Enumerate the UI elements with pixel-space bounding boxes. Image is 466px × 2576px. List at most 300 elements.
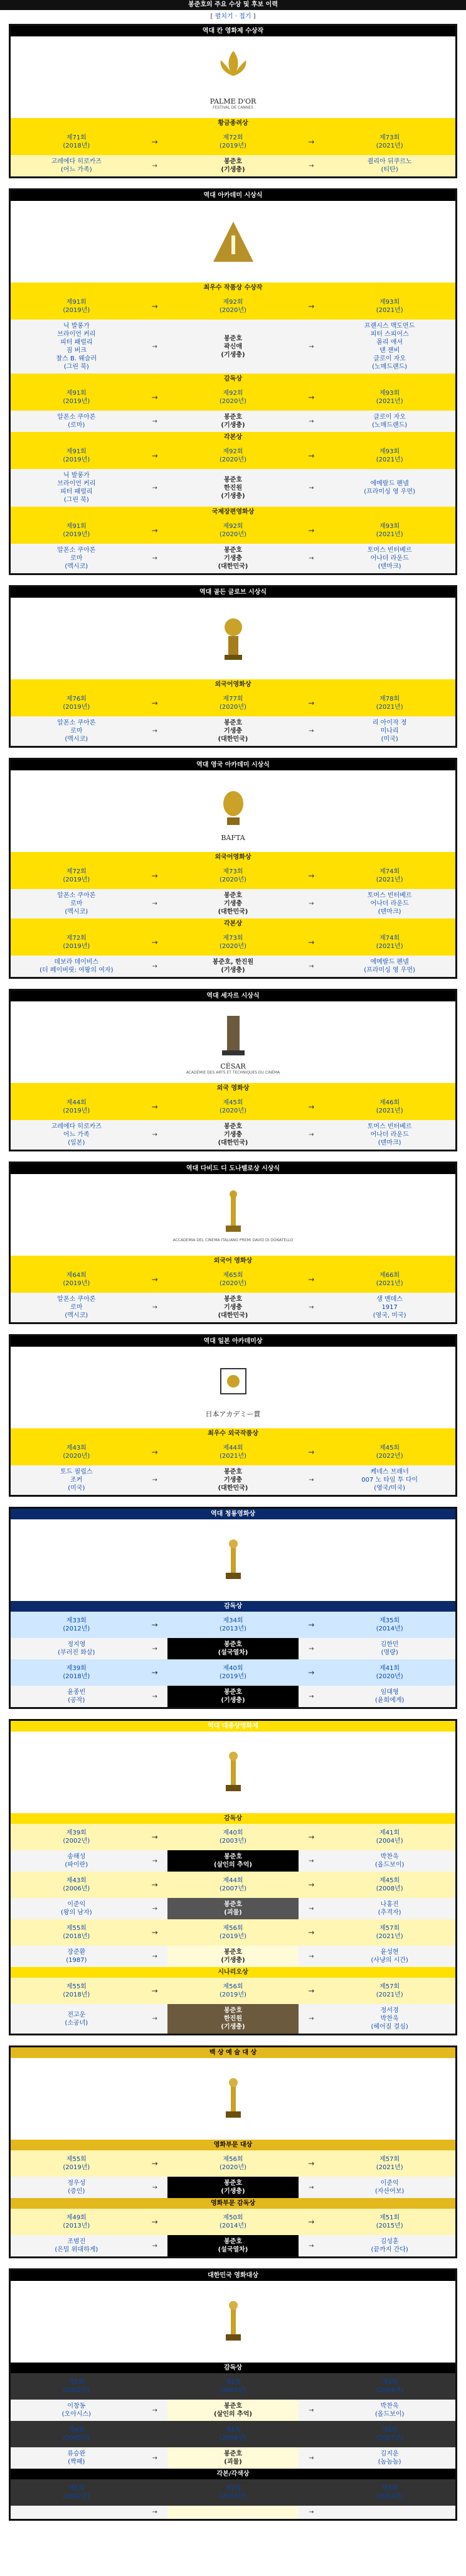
winner-line[interactable]: 닉 발롱가 bbox=[63, 472, 90, 479]
edition-cell[interactable] bbox=[167, 1439, 299, 1465]
edition-number[interactable]: 제44회 bbox=[223, 1445, 243, 1452]
winner-line[interactable]: 알폰소 쿠아론 bbox=[57, 719, 96, 726]
edition-cell[interactable] bbox=[167, 517, 299, 544]
edition-number[interactable]: 제74회 bbox=[379, 935, 400, 942]
arrow-icon: → bbox=[151, 1102, 158, 1111]
edition-cell[interactable] bbox=[167, 1266, 299, 1293]
edition-number[interactable]: 제41회 bbox=[379, 1830, 400, 1836]
edition-cell[interactable] bbox=[167, 1659, 299, 1686]
edition-year: (2008년) bbox=[376, 1885, 403, 1892]
winner-line[interactable]: 조커 bbox=[70, 1477, 83, 1484]
edition-cell[interactable] bbox=[11, 129, 142, 155]
edition-cell[interactable] bbox=[324, 1439, 455, 1465]
winner-line[interactable]: 브라이언 커리 bbox=[57, 480, 96, 487]
winner-cell-bong bbox=[167, 956, 299, 977]
winner-line[interactable]: (어느 가족) bbox=[61, 166, 92, 173]
winner-line[interactable]: 몰리 애셔 bbox=[376, 339, 403, 346]
edition-cell[interactable] bbox=[11, 2479, 142, 2506]
edition-cell[interactable] bbox=[324, 2150, 455, 2177]
edition-cell[interactable] bbox=[324, 1659, 455, 1686]
edition-year: (2012년) bbox=[63, 1625, 90, 1632]
winner-line[interactable]: (추격자) bbox=[378, 1909, 401, 1916]
edition-cell[interactable] bbox=[11, 1824, 142, 1850]
winner-line[interactable]: (멕시코) bbox=[65, 563, 88, 570]
edition-number[interactable]: 제93회 bbox=[379, 299, 400, 306]
winner-row bbox=[11, 1898, 455, 1919]
edition-number[interactable]: 제65회 bbox=[223, 1272, 243, 1279]
winner-line[interactable]: (1987) bbox=[66, 1957, 87, 1964]
edition-number[interactable]: 제76회 bbox=[66, 696, 87, 703]
winner-line[interactable]: 조범진 bbox=[67, 2238, 86, 2245]
winner-line[interactable]: 미나리 bbox=[380, 728, 399, 735]
winner-line[interactable]: (오아시스) bbox=[61, 2411, 92, 2418]
edition-cell[interactable] bbox=[11, 1978, 142, 2004]
edition-number[interactable]: 제46회 bbox=[379, 1099, 400, 1106]
winner-line[interactable]: (그린 북) bbox=[63, 364, 89, 370]
edition-cell[interactable] bbox=[324, 1919, 455, 1946]
edition-cell[interactable] bbox=[11, 863, 142, 889]
winner-line[interactable]: 알폰소 쿠아론 bbox=[57, 1296, 96, 1303]
edition-number[interactable]: 제91회 bbox=[66, 390, 87, 397]
winner-line[interactable]: 피터 패럴리 bbox=[60, 339, 93, 346]
winner-line: (기생충) bbox=[221, 1957, 245, 1964]
edition-cell[interactable] bbox=[11, 2373, 142, 2400]
arrow-icon: → bbox=[308, 698, 315, 708]
edition-cell[interactable] bbox=[167, 129, 299, 155]
winner-line[interactable]: 짐 버크 bbox=[66, 347, 87, 354]
edition-year: (2021년) bbox=[376, 1933, 403, 1940]
edition-number[interactable]: 제93회 bbox=[379, 390, 400, 397]
arrow-icon: → bbox=[151, 392, 158, 402]
edition-number[interactable]: 제72회 bbox=[66, 868, 87, 875]
winner-line[interactable]: 로마 bbox=[70, 555, 83, 562]
winner-line[interactable]: 어느 가족 bbox=[63, 1131, 90, 1138]
winner-line[interactable]: 에메랄드 펜넬 bbox=[370, 959, 409, 966]
arrow-icon: → bbox=[151, 2217, 158, 2226]
edition-number[interactable]: 제35회 bbox=[379, 1617, 400, 1624]
award-baeksang bbox=[9, 2045, 457, 2258]
arrow-icon: → bbox=[151, 1447, 158, 1457]
arrow-icon: → bbox=[309, 962, 314, 970]
edition-row bbox=[11, 1439, 455, 1465]
edition-cell[interactable] bbox=[324, 2421, 455, 2447]
winner-line[interactable]: (올드보이) bbox=[374, 1862, 405, 1868]
winner-line[interactable]: (멕시코) bbox=[65, 908, 88, 915]
edition-number[interactable]: 제4회 bbox=[68, 2427, 85, 2433]
arrow-icon: → bbox=[152, 962, 157, 970]
winner-line[interactable]: (왕의 남자) bbox=[61, 1909, 92, 1916]
edition-number[interactable]: 제34회 bbox=[223, 1617, 243, 1624]
winner-line[interactable]: 나홍진 bbox=[380, 1901, 399, 1908]
edition-number[interactable]: 제57회 bbox=[379, 1925, 400, 1932]
winner-line[interactable]: 1917 bbox=[381, 1304, 398, 1311]
edition-number[interactable]: 제5회 bbox=[225, 2427, 241, 2433]
winner-line[interactable]: 윤종빈 bbox=[67, 1689, 86, 1696]
edition-number[interactable]: 제45회 bbox=[379, 1877, 400, 1884]
edition-number[interactable]: 제72회 bbox=[223, 134, 243, 141]
edition-number[interactable]: 제45회 bbox=[379, 1445, 400, 1452]
edition-number[interactable]: 제91회 bbox=[66, 448, 87, 455]
edition-number[interactable]: 제78회 bbox=[379, 696, 400, 703]
edition-number[interactable]: 제57회 bbox=[379, 2156, 400, 2163]
edition-cell[interactable] bbox=[11, 1266, 142, 1293]
winner-line[interactable]: 찰스 B. 웨슬러 bbox=[56, 355, 97, 362]
winner-line[interactable]: (끝까지 간다) bbox=[371, 2246, 408, 2253]
winner-line: 봉준호 bbox=[224, 1949, 242, 1956]
winner-line[interactable]: (덴마크) bbox=[378, 908, 401, 915]
edition-cell[interactable] bbox=[167, 1612, 299, 1638]
winner-line[interactable]: (사냥의 시간) bbox=[371, 1957, 408, 1964]
edition-cell[interactable] bbox=[167, 2209, 299, 2235]
edition-number[interactable]: 제44회 bbox=[223, 1877, 243, 1884]
edition-number[interactable]: 제6회 bbox=[381, 2427, 398, 2433]
winner-line[interactable]: (소공녀) bbox=[65, 2019, 88, 2027]
edition-cell[interactable] bbox=[324, 1094, 455, 1120]
winner-line[interactable]: 프랜시스 맥도먼드 bbox=[364, 323, 415, 330]
edition-year: (2020년) bbox=[220, 1107, 246, 1114]
winner-line[interactable]: 쥘리아 뒤쿠르노 bbox=[367, 158, 412, 165]
winner-line[interactable]: 이준익 bbox=[67, 1901, 86, 1908]
winner-cell-bong bbox=[167, 889, 299, 919]
winner-cell bbox=[324, 2400, 455, 2421]
winner-line[interactable]: 어나더 라운드 bbox=[370, 555, 409, 562]
edition-number[interactable]: 제3회 bbox=[381, 2379, 398, 2386]
winner-line[interactable]: 닉 발롱가 bbox=[63, 323, 90, 330]
edition-cell[interactable] bbox=[11, 2209, 142, 2235]
winner-cell bbox=[11, 889, 142, 919]
toggle-link[interactable]: 펼치기 · 접기 bbox=[214, 13, 252, 20]
winner-line[interactable]: (명량) bbox=[381, 1649, 398, 1656]
korea-trophy-icon bbox=[208, 2297, 258, 2347]
edition-number[interactable]: 제2회 bbox=[225, 2379, 241, 2386]
edition-cell[interactable] bbox=[324, 690, 455, 716]
edition-number[interactable]: 제55회 bbox=[66, 2156, 87, 2163]
winner-line[interactable]: (프라미싱 영 우먼) bbox=[364, 967, 416, 974]
winner-line[interactable]: (공작) bbox=[68, 1697, 85, 1704]
edition-cell[interactable] bbox=[11, 1919, 142, 1946]
winner-line[interactable]: 토드 필립스 bbox=[60, 1469, 93, 1475]
winner-line[interactable]: (헤어질 결심) bbox=[371, 2024, 408, 2030]
edition-number[interactable]: 제64회 bbox=[66, 1272, 87, 1279]
edition-number[interactable]: 제50회 bbox=[223, 2214, 243, 2221]
arrow-icon: → bbox=[309, 2509, 314, 2516]
edition-cell[interactable] bbox=[11, 1872, 142, 1898]
winner-line[interactable]: 정서경 bbox=[380, 2007, 399, 2014]
winner-line[interactable]: 에메랄드 펜넬 bbox=[370, 480, 409, 487]
edition-cell[interactable] bbox=[167, 1824, 299, 1850]
winner-line[interactable]: (자산어보) bbox=[374, 2188, 405, 2195]
edition-number[interactable]: 제74회 bbox=[379, 868, 400, 875]
winner-line[interactable]: (은밀 위대하게) bbox=[55, 2246, 98, 2253]
winner-line: 봉준호 bbox=[224, 2238, 242, 2245]
edition-cell[interactable] bbox=[167, 2373, 299, 2400]
winner-line[interactable]: 007 노 타임 투 다이 bbox=[361, 1477, 418, 1484]
edition-cell[interactable] bbox=[324, 129, 455, 155]
edition-cell[interactable] bbox=[11, 690, 142, 716]
winner-line[interactable]: 박찬욱 bbox=[380, 2403, 399, 2410]
winner-line[interactable]: 피터 패럴리 bbox=[60, 488, 93, 495]
edition-row bbox=[11, 1824, 455, 1850]
arrow-icon: → bbox=[309, 484, 314, 492]
cesar-trophy-icon bbox=[208, 1010, 258, 1060]
edition-cell[interactable] bbox=[11, 1439, 142, 1465]
arrow-icon: → bbox=[152, 2454, 157, 2462]
winner-line[interactable]: 이준익 bbox=[380, 2180, 399, 2187]
winner-line[interactable]: (영국/미국) bbox=[374, 1485, 406, 1492]
edition-number[interactable]: 제91회 bbox=[66, 523, 87, 530]
winner-line[interactable]: 김성훈 bbox=[380, 2238, 399, 2245]
edition-cell[interactable] bbox=[324, 1824, 455, 1850]
winner-line[interactable]: 윤성현 bbox=[380, 1949, 399, 1956]
edition-number[interactable]: 제92회 bbox=[223, 523, 243, 530]
edition-cell[interactable] bbox=[324, 2373, 455, 2400]
winner-line[interactable]: 로마 bbox=[70, 1304, 83, 1311]
winner-line[interactable]: (증인) bbox=[68, 2188, 85, 2195]
edition-cell[interactable] bbox=[324, 2209, 455, 2235]
winner-line[interactable]: 로마 bbox=[70, 900, 83, 907]
winner-line[interactable]: 박찬욱 bbox=[380, 1853, 399, 1860]
edition-number[interactable]: 제49회 bbox=[66, 2214, 87, 2221]
david-trophy-icon bbox=[208, 1188, 258, 1238]
winner-line[interactable]: 김지운 bbox=[380, 2450, 399, 2457]
edition-year: (2013년) bbox=[63, 2223, 90, 2229]
winner-line: 곽신애 bbox=[224, 343, 242, 350]
edition-number[interactable]: 제56회 bbox=[223, 1983, 243, 1990]
edition-cell[interactable] bbox=[11, 443, 142, 469]
winner-line[interactable]: 어나더 라운드 bbox=[370, 900, 409, 907]
edition-number[interactable]: 제39회 bbox=[66, 1830, 87, 1836]
edition-cell[interactable] bbox=[324, 929, 455, 956]
arrow-icon: → bbox=[151, 871, 158, 880]
winner-line[interactable]: 류승완 bbox=[67, 2450, 86, 2457]
winner-line[interactable]: 브라이언 커리 bbox=[57, 331, 96, 338]
winner-row bbox=[11, 2506, 455, 2519]
winner-line[interactable]: (티탄) bbox=[381, 166, 398, 173]
winner-line[interactable]: 송해성 bbox=[67, 1853, 86, 1860]
edition-number[interactable]: 제73회 bbox=[379, 134, 400, 141]
edition-cell[interactable] bbox=[167, 1978, 299, 2004]
edition-cell[interactable] bbox=[167, 1872, 299, 1898]
winner-line[interactable]: 클로이 자오 bbox=[373, 355, 406, 362]
edition-number[interactable]: 제73회 bbox=[223, 868, 243, 875]
winner-cell bbox=[11, 1120, 142, 1150]
winner-line[interactable]: 리 아이작 정 bbox=[372, 719, 407, 726]
winner-line[interactable]: 전고운 bbox=[67, 2011, 86, 2018]
winner-line[interactable]: (부러진 화살) bbox=[58, 1649, 95, 1656]
edition-cell[interactable] bbox=[324, 1266, 455, 1293]
award-logo-text: BAFTA bbox=[221, 833, 245, 842]
edition-year: (2021년) bbox=[376, 456, 403, 463]
edition-cell[interactable] bbox=[324, 293, 455, 320]
edition-cell[interactable] bbox=[11, 929, 142, 956]
arrow-icon: → bbox=[151, 301, 158, 311]
edition-number[interactable]: 제40회 bbox=[223, 1830, 243, 1836]
winner-line[interactable]: 클로이 자오 bbox=[373, 414, 406, 421]
edition-number[interactable]: 제45회 bbox=[223, 1099, 243, 1106]
edition-cell[interactable] bbox=[324, 2479, 455, 2506]
edition-cell[interactable] bbox=[324, 517, 455, 544]
edition-number[interactable]: 제43회 bbox=[66, 1445, 87, 1452]
edition-cell[interactable] bbox=[11, 1659, 142, 1686]
arrow-icon: → bbox=[309, 1645, 314, 1652]
winner-cell bbox=[324, 2506, 455, 2519]
arrow-icon: → bbox=[152, 1304, 157, 1311]
arrow-icon: → bbox=[151, 137, 158, 146]
edition-cell[interactable] bbox=[11, 1094, 142, 1120]
toggle-bracket-open: [ bbox=[210, 13, 213, 20]
winner-line[interactable]: 알폰소 쿠아론 bbox=[57, 547, 96, 554]
winner-line[interactable]: 피터 스피어스 bbox=[370, 331, 409, 338]
edition-number[interactable]: 제33회 bbox=[66, 1617, 87, 1624]
edition-number[interactable]: 제1회 bbox=[68, 2379, 85, 2386]
arrow-icon: → bbox=[309, 1857, 314, 1865]
edition-cell[interactable] bbox=[324, 1612, 455, 1638]
winner-row bbox=[11, 2400, 455, 2421]
edition-number[interactable]: 제51회 bbox=[379, 2214, 400, 2221]
edition-number[interactable]: 제43회 bbox=[66, 1877, 87, 1884]
winner-line[interactable]: 댄 잰비 bbox=[379, 347, 400, 354]
winner-line: (기생충) bbox=[221, 166, 245, 173]
edition-number[interactable]: 제39회 bbox=[66, 1665, 87, 1672]
arrow-icon: → bbox=[308, 451, 315, 460]
edition-number[interactable]: 제66회 bbox=[379, 1272, 400, 1279]
edition-cell[interactable] bbox=[167, 2421, 299, 2447]
winner-line[interactable]: 정지영 bbox=[67, 1641, 86, 1648]
edition-number[interactable]: 제57회 bbox=[379, 1983, 400, 1990]
winner-line[interactable]: 알폰소 쿠아론 bbox=[57, 414, 96, 421]
winner-line[interactable]: (멕시코) bbox=[65, 736, 88, 743]
winner-line[interactable]: (노매드랜드) bbox=[372, 422, 408, 429]
winner-line[interactable]: (짝패) bbox=[68, 2459, 85, 2466]
winner-cell-bong bbox=[167, 2177, 299, 2198]
winner-line[interactable]: (미국) bbox=[68, 1485, 85, 1492]
edition-number[interactable]: 제92회 bbox=[223, 390, 243, 397]
edition-cell[interactable] bbox=[167, 1094, 299, 1120]
winner-line: (괴물) bbox=[224, 1909, 242, 1916]
winner-line[interactable]: 알폰소 쿠아론 bbox=[57, 892, 96, 899]
edition-year: (2019년) bbox=[220, 1933, 246, 1940]
edition-cell[interactable] bbox=[167, 443, 299, 469]
edition-cell[interactable] bbox=[324, 1872, 455, 1898]
edition-cell[interactable] bbox=[11, 2421, 142, 2447]
winner-line[interactable]: (파이란) bbox=[65, 1862, 88, 1868]
winner-line[interactable]: (일본) bbox=[68, 1140, 85, 1146]
edition-year: (2020년) bbox=[220, 1280, 246, 1287]
edition-number[interactable]: 제56회 bbox=[223, 2156, 243, 2163]
winner-line[interactable]: (올드보이) bbox=[374, 2411, 405, 2418]
winner-line[interactable]: (미국) bbox=[381, 736, 398, 743]
edition-number[interactable]: 제40회 bbox=[223, 1665, 243, 1672]
winner-line[interactable]: 고레에다 히로카즈 bbox=[51, 158, 102, 165]
edition-number[interactable]: 제93회 bbox=[379, 523, 400, 530]
edition-number[interactable]: 제44회 bbox=[66, 1099, 87, 1106]
arrow-icon: → bbox=[308, 137, 315, 146]
winner-line[interactable]: (영국, 미국) bbox=[373, 1312, 406, 1319]
winner-line[interactable]: 정우성 bbox=[67, 2180, 86, 2187]
winner-line[interactable]: 토머스 빈터베르 bbox=[367, 1123, 412, 1130]
edition-number[interactable]: 제91회 bbox=[66, 299, 87, 306]
winner-line[interactable]: (로마) bbox=[68, 422, 85, 429]
winner-line[interactable]: (멕시코) bbox=[65, 1312, 88, 1319]
edition-row bbox=[11, 2421, 455, 2447]
winner-line[interactable]: 고레에다 히로카즈 bbox=[51, 1123, 102, 1130]
edition-cell[interactable] bbox=[167, 2150, 299, 2177]
edition-number[interactable]: 제72회 bbox=[66, 935, 87, 942]
arrow-icon: → bbox=[308, 2158, 315, 2168]
winner-line[interactable]: (그린 북) bbox=[63, 497, 89, 504]
edition-number[interactable]: 제55회 bbox=[66, 1925, 87, 1932]
edition-number[interactable]: 제73회 bbox=[223, 935, 243, 942]
edition-number[interactable]: 제92회 bbox=[223, 448, 243, 455]
winner-line[interactable]: (덴마크) bbox=[378, 563, 401, 570]
winner-line[interactable]: 로마 bbox=[70, 728, 83, 735]
edition-cell[interactable] bbox=[167, 2479, 299, 2506]
award-header: 역대 대종상영화제 bbox=[11, 1721, 455, 1732]
edition-number[interactable]: 제93회 bbox=[379, 448, 400, 455]
edition-year: (2019년) bbox=[63, 1280, 90, 1287]
edition-number[interactable]: 제1회 bbox=[68, 2485, 85, 2492]
edition-number[interactable]: 제77회 bbox=[223, 696, 243, 703]
edition-cell[interactable] bbox=[11, 517, 142, 544]
winner-line[interactable]: (덴마크) bbox=[378, 1140, 401, 1146]
winner-line[interactable]: 장준환 bbox=[67, 1949, 86, 1956]
edition-cell[interactable] bbox=[167, 293, 299, 320]
award-header: 역대 칸 영화제 수상작 bbox=[11, 26, 455, 36]
winner-line[interactable]: 임대형 bbox=[380, 1689, 399, 1696]
edition-number[interactable]: 제2회 bbox=[225, 2485, 241, 2492]
edition-number[interactable]: 제41회 bbox=[379, 1665, 400, 1672]
winner-line[interactable]: (윤희에게) bbox=[374, 1697, 405, 1704]
winner-line[interactable]: 토머스 빈터베르 bbox=[367, 547, 412, 554]
arrow-icon: → bbox=[309, 1953, 314, 1960]
edition-cell[interactable] bbox=[167, 929, 299, 956]
edition-cell[interactable] bbox=[167, 863, 299, 889]
winner-line[interactable]: 김한민 bbox=[380, 1641, 399, 1648]
winner-line[interactable]: 박찬욱 bbox=[380, 2015, 399, 2022]
edition-cell[interactable] bbox=[11, 384, 142, 411]
edition-cell[interactable] bbox=[324, 384, 455, 411]
edition-number[interactable]: 제56회 bbox=[223, 1925, 243, 1932]
winner-line[interactable]: (놈놈놈) bbox=[378, 2459, 401, 2466]
winner-line[interactable]: 케네스 브래너 bbox=[370, 1469, 409, 1475]
award-header: 역대 골든 글로브 시상식 bbox=[11, 587, 455, 598]
edition-cell[interactable] bbox=[11, 1612, 142, 1638]
edition-cell[interactable] bbox=[324, 1978, 455, 2004]
winner-line[interactable]: (더 페이버릿: 여왕의 여자) bbox=[40, 967, 114, 974]
edition-cell[interactable] bbox=[167, 384, 299, 411]
edition-number[interactable]: 제71회 bbox=[66, 134, 87, 141]
winner-line[interactable]: 이창동 bbox=[67, 2403, 86, 2410]
winner-line: 봉준호 bbox=[224, 2180, 242, 2187]
edition-cell[interactable] bbox=[11, 293, 142, 320]
edition-number[interactable]: 제55회 bbox=[66, 1983, 87, 1990]
winner-line[interactable]: 샘 멘데스 bbox=[376, 1296, 403, 1303]
edition-cell[interactable] bbox=[167, 690, 299, 716]
edition-cell[interactable] bbox=[324, 863, 455, 889]
edition-number[interactable]: 제92회 bbox=[223, 299, 243, 306]
edition-cell[interactable] bbox=[167, 1919, 299, 1946]
winner-line[interactable]: 토머스 빈터베르 bbox=[367, 892, 412, 899]
edition-year: (2019년) bbox=[220, 143, 246, 149]
winner-line[interactable]: 데보라 데이비스 bbox=[54, 959, 99, 966]
edition-year: (2021년) bbox=[376, 1991, 403, 1998]
winner-line[interactable]: 어나더 라운드 bbox=[370, 1131, 409, 1138]
winner-line[interactable]: (프라미싱 영 우먼) bbox=[364, 488, 416, 495]
winner-line[interactable]: (노매드랜드) bbox=[372, 364, 408, 370]
edition-number[interactable]: 제3회 bbox=[381, 2485, 398, 2492]
edition-cell[interactable] bbox=[11, 2150, 142, 2177]
edition-cell[interactable] bbox=[324, 443, 455, 469]
